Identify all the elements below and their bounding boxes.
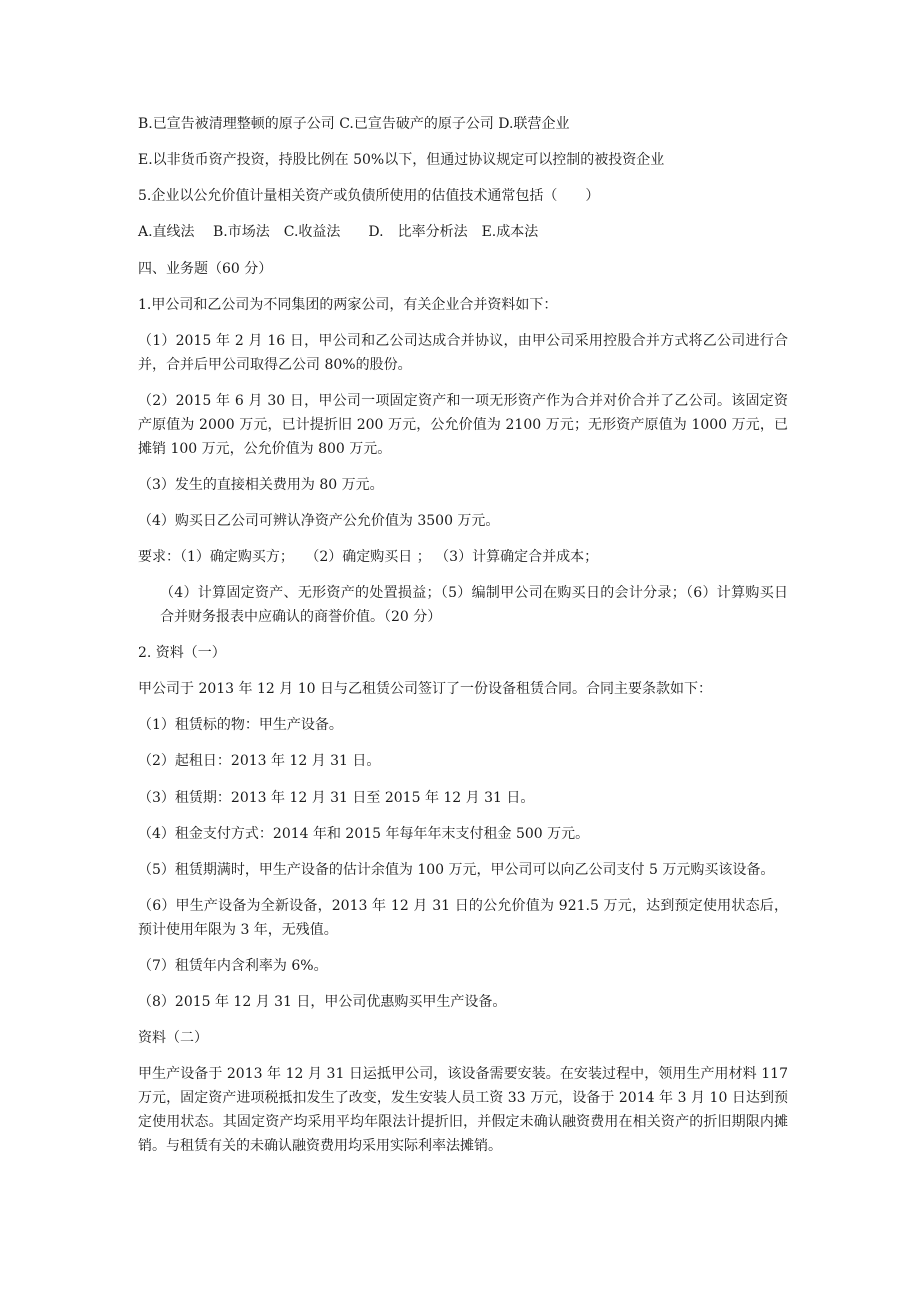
option-b-c-d: B.已宣告被清理整顿的原子公司 C.已宣告破产的原子公司 D.联营企业	[138, 116, 570, 132]
problem-1-intro: 1.甲公司和乙公司为不同集团的两家公司，有关企业合并资料如下：	[138, 297, 558, 313]
section-heading-business: 四、业务题（60 分）	[138, 261, 273, 277]
lease-item-7: （7）租赁年内含利率为 6%。	[138, 958, 328, 974]
lease-item-6: （6）甲生产设备为全新设备，2013 年 12 月 31 日的公允价值为 921.5 万元，达到预定使用状态后，预计使用年限为 3 年，无残值。	[138, 898, 788, 938]
option-e: E.以非货币资产投资，持股比例在 50%以下，但通过协议规定可以控制的被投资企业	[138, 152, 665, 168]
problem-1-requirements-cont: （4）计算固定资产、无形资产的处置损益；（5）编制甲公司在购买日的会计分录；（6）计算购买日合并财务报表中应确认的商誉价值。（20 分）	[160, 585, 788, 625]
lease-item-8: （8）2015 年 12 月 31 日，甲公司优惠购买甲生产设备。	[138, 994, 507, 1010]
lease-item-1: （1）租赁标的物：甲生产设备。	[138, 717, 343, 733]
problem-1-item-4: （4）购买日乙公司可辨认净资产公允价值为 3500 万元。	[138, 513, 500, 529]
lease-item-4: （4）租金支付方式：2014 年和 2015 年每年年末支付租金 500 万元。	[138, 826, 590, 842]
lease-item-3: （3）租赁期：2013 年 12 月 31 日至 2015 年 12 月 31 日。	[138, 790, 535, 806]
lease-item-5: （5）租赁期满时，甲生产设备的估计余值为 100 万元，甲公司可以向乙公司支付 5 万元购买该设备。	[138, 862, 775, 878]
problem-1-item-1: （1）2015 年 2 月 16 日，甲公司和乙公司达成合并协议，由甲公司采用控股合并方式将乙公司进行合并，合并后甲公司取得乙公司 80%的股份。	[138, 333, 788, 373]
question-5: 5.企业以公允价值计量相关资产或负债所使用的估值技术通常包括（ ）	[138, 188, 600, 204]
material-2-body: 甲生产设备于 2013 年 12 月 31 日运抵甲公司，该设备需要安装。在安装过程中，领用生产用材料 117 万元，固定资产进项税抵扣发生了改变，发生安装人员工资 33 万元，设备于 2014 年 3 月 10 日达到预定使用状态。其固定资产均采用平均年限法计提折旧，并假定未确认融资费用在相关资产的折旧期限内摊销。与租赁有关的未确认融资费用均采用实际利率法摊销。	[138, 1066, 788, 1154]
material-2-heading: 资料（二）	[138, 1030, 208, 1046]
problem-1-item-3: （3）发生的直接相关费用为 80 万元。	[138, 477, 384, 493]
problem-2-heading: 2. 资料（一）	[138, 645, 226, 661]
problem-2-intro: 甲公司于 2013 年 12 月 10 日与乙租赁公司签订了一份设备租赁合同。合同主要条款如下：	[138, 681, 712, 697]
lease-item-2: （2）起租日：2013 年 12 月 31 日。	[138, 753, 381, 769]
problem-1-item-2: （2）2015 年 6 月 30 日，甲公司一项固定资产和一项无形资产作为合并对价合并了乙公司。该固定资产原值为 2000 万元，已计提折旧 200 万元，公允价值为 2100 万元；无形资产原值为 1000 万元，已摊销 100 万元，公允价值为 800 万元。	[138, 393, 788, 457]
question-5-options: A.直线法 B.市场法 C.收益法 D. 比率分析法 E.成本法	[138, 224, 539, 240]
problem-1-requirements: 要求：（1）确定购买方； （2）确定购买日 ； （3）计算确定合并成本；	[138, 549, 599, 565]
